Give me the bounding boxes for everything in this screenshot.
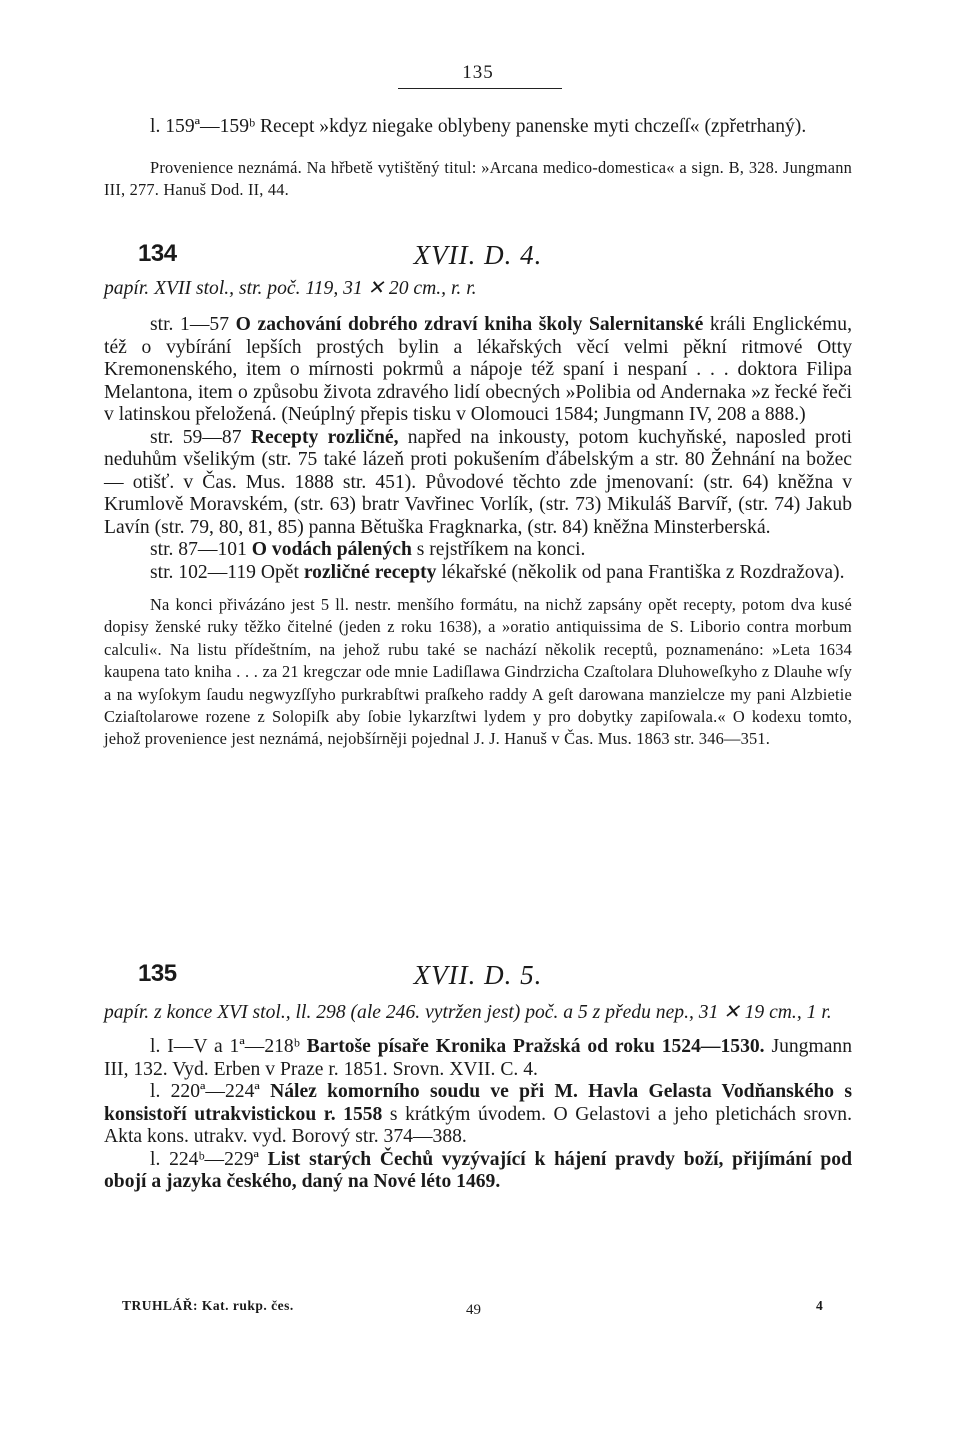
entry-item <box>104 1036 852 1081</box>
item-pages: str. 87—101 <box>150 539 252 560</box>
item-title: rozličné recepty <box>303 561 437 583</box>
item-pages: str. 59—87 <box>150 426 251 448</box>
item-text: s rejstříkem na konci. <box>411 539 586 560</box>
entry-item <box>104 1149 852 1194</box>
item-text: králi Englickému, též o vybírání lepších prostých bylin a lékařských věcí velmi pěkní ritmové Otty Kremonenského, item o mírnosti pokrmů a nápoje též spaní i nespaní . . . doktora Filipa Melantona, item o způsobu života zdravého lidí obecných »Polibia od Andernaka »z řecké řeči v latinskou přeložená. (Neúplný přepis tisku v Olomouci 1584; Jungmann IV, 208 a 888.) <box>104 314 852 425</box>
previous-entry-provenance: Provenience neznámá. Na hřbetě vytištěný titul: »Arcana medico-domestica« a sign. B, 328. Jungmann III, 277. Hanuš Dod. II, 44. <box>104 157 852 199</box>
entry-item <box>104 1081 852 1149</box>
previous-entry <box>104 116 852 201</box>
entry-item <box>104 562 852 585</box>
item-pages: l. 224ᵇ—229ª <box>150 1148 268 1170</box>
entry-134-body <box>104 276 852 751</box>
footer-sheet-number: 49 <box>466 1302 481 1318</box>
item-pages: str. 102—119 Opět <box>150 561 304 583</box>
item-title: O vodách pálených <box>251 539 412 560</box>
item-pages: str. 1—57 <box>150 314 236 335</box>
item-title: O zachování dobrého zdraví kniha školy Salernitanské <box>235 314 704 335</box>
entry-signature: XVII. D. 4. <box>413 240 543 270</box>
entry-number: 134 <box>138 240 177 267</box>
entry-signature: XVII. D. 5. <box>413 960 543 990</box>
footer-signature-mark: TRUHLÁŘ: Kat. rukp. čes. <box>122 1298 294 1313</box>
item-text: s krátkým úvodem. O Gelastovi a jeho pletichách srovn. Akta kons. utrakv. vyd. Borový str. 374—388. <box>104 1103 852 1147</box>
footer-gathering-mark: 4 <box>816 1298 823 1313</box>
page-footer <box>0 1296 960 1326</box>
entry-item <box>104 314 852 427</box>
item-title: List starých Čechů vyzývající k hájení pravdy boží, přijímání pod obojí a jazyka českého, daný na Nové léto 1469. <box>104 1148 852 1192</box>
page-number: 135 <box>462 62 494 83</box>
item-pages: l. 220ª—224ª <box>150 1081 271 1102</box>
item-title: Recepty rozličné, <box>250 426 399 448</box>
entry-material: papír. XVII stol., str. poč. 119, 31 ✕ 20 cm., r. r. <box>104 278 477 299</box>
entry-material: papír. z konce XVI stol., ll. 298 (ale 246. vytržen jest) poč. a 5 z předu nep., 31 ✕ 19 cm., 1 r. <box>104 1002 832 1023</box>
entry-number: 135 <box>138 960 177 987</box>
entry-134-heading <box>104 240 852 276</box>
entry-note: Na konci přivázáno jest 5 ll. nestr. menšího formátu, na nichž zapsány opět recepty, potom dva kusé dopisy ženské ruky těžko čitelné (jeden z roku 1638), a »oratio antiquissima de S. Liborio contra morbum calculi«. Na listu přídeštním, na jehož rubu také se nachází několik receptů, poznamenáno: »Leta 1634 kaupena tato kniha . . . za 21 kregczar ode mnie Ladiſlawa Gindrzicha Czaſtolara Dluhoweſkyho z Dlauhe wſy a na wyſokym ſaudu negwyzſſyho purkrabſtwi praſkeho raddy A geſt darowana manzielcze my pani Alzbietie Cziaſtolarowe rozene z Solopiſk aby ſobie lykarzſtwi lydem y pro dobytky zapiſowala.« O kodexu tomto, jehož provenience jest neznámá, nejobšírněji pojednal J. J. Hanuš v Čas. Mus. 1863 str. 346—351. <box>104 595 852 749</box>
item-title: Bartoše písaře Kronika Pražská od roku 1524—1530. <box>306 1036 765 1057</box>
entry-135-heading <box>104 960 852 996</box>
previous-entry-item: l. 159ª—159ᵇ Recept »kdyz niegake oblybeny panenske myti chczeſſ« (zpřetrhaný). <box>150 116 807 137</box>
item-text: lékařské (několik od pana Františka z Rozdražova). <box>436 561 845 583</box>
item-pages: l. I—V a 1ª—218ᵇ <box>150 1036 307 1057</box>
item-text: Jungmann III, 132. Vyd. Erben v Praze r. 1851. Srovn. XVII. C. 4. <box>104 1036 852 1080</box>
page-number-rule <box>398 88 562 89</box>
item-text: napřed na inkousty, potom kuchyňské, naposled proti neduhům všelikým (str. 75 také lázeň proti pokušením ďábelským a str. 80 Žehnání na božec — otišť. v Čas. Mus. 1888 str. 451). Původové těchto zde jmenovaní: (str. 64) kněžna v Krumlově Moravském, (str. 63) bratr Vavřinec Vorlík, (str. 73) Mikuláš Barvíř, (str. 74) Jakub Lavín (str. 79, 80, 81, 85) panna Bětuška Fragknarka, (str. 84) kněžna Minsterberská. <box>104 426 852 538</box>
item-title: Nález komorního soudu ve při M. Havla Gelasta Vodňanského s konsistoří utrakvistickou r. 1558 <box>104 1081 852 1125</box>
entry-item <box>104 539 852 562</box>
entry-item <box>104 427 852 540</box>
entry-135-body <box>104 1000 852 1194</box>
